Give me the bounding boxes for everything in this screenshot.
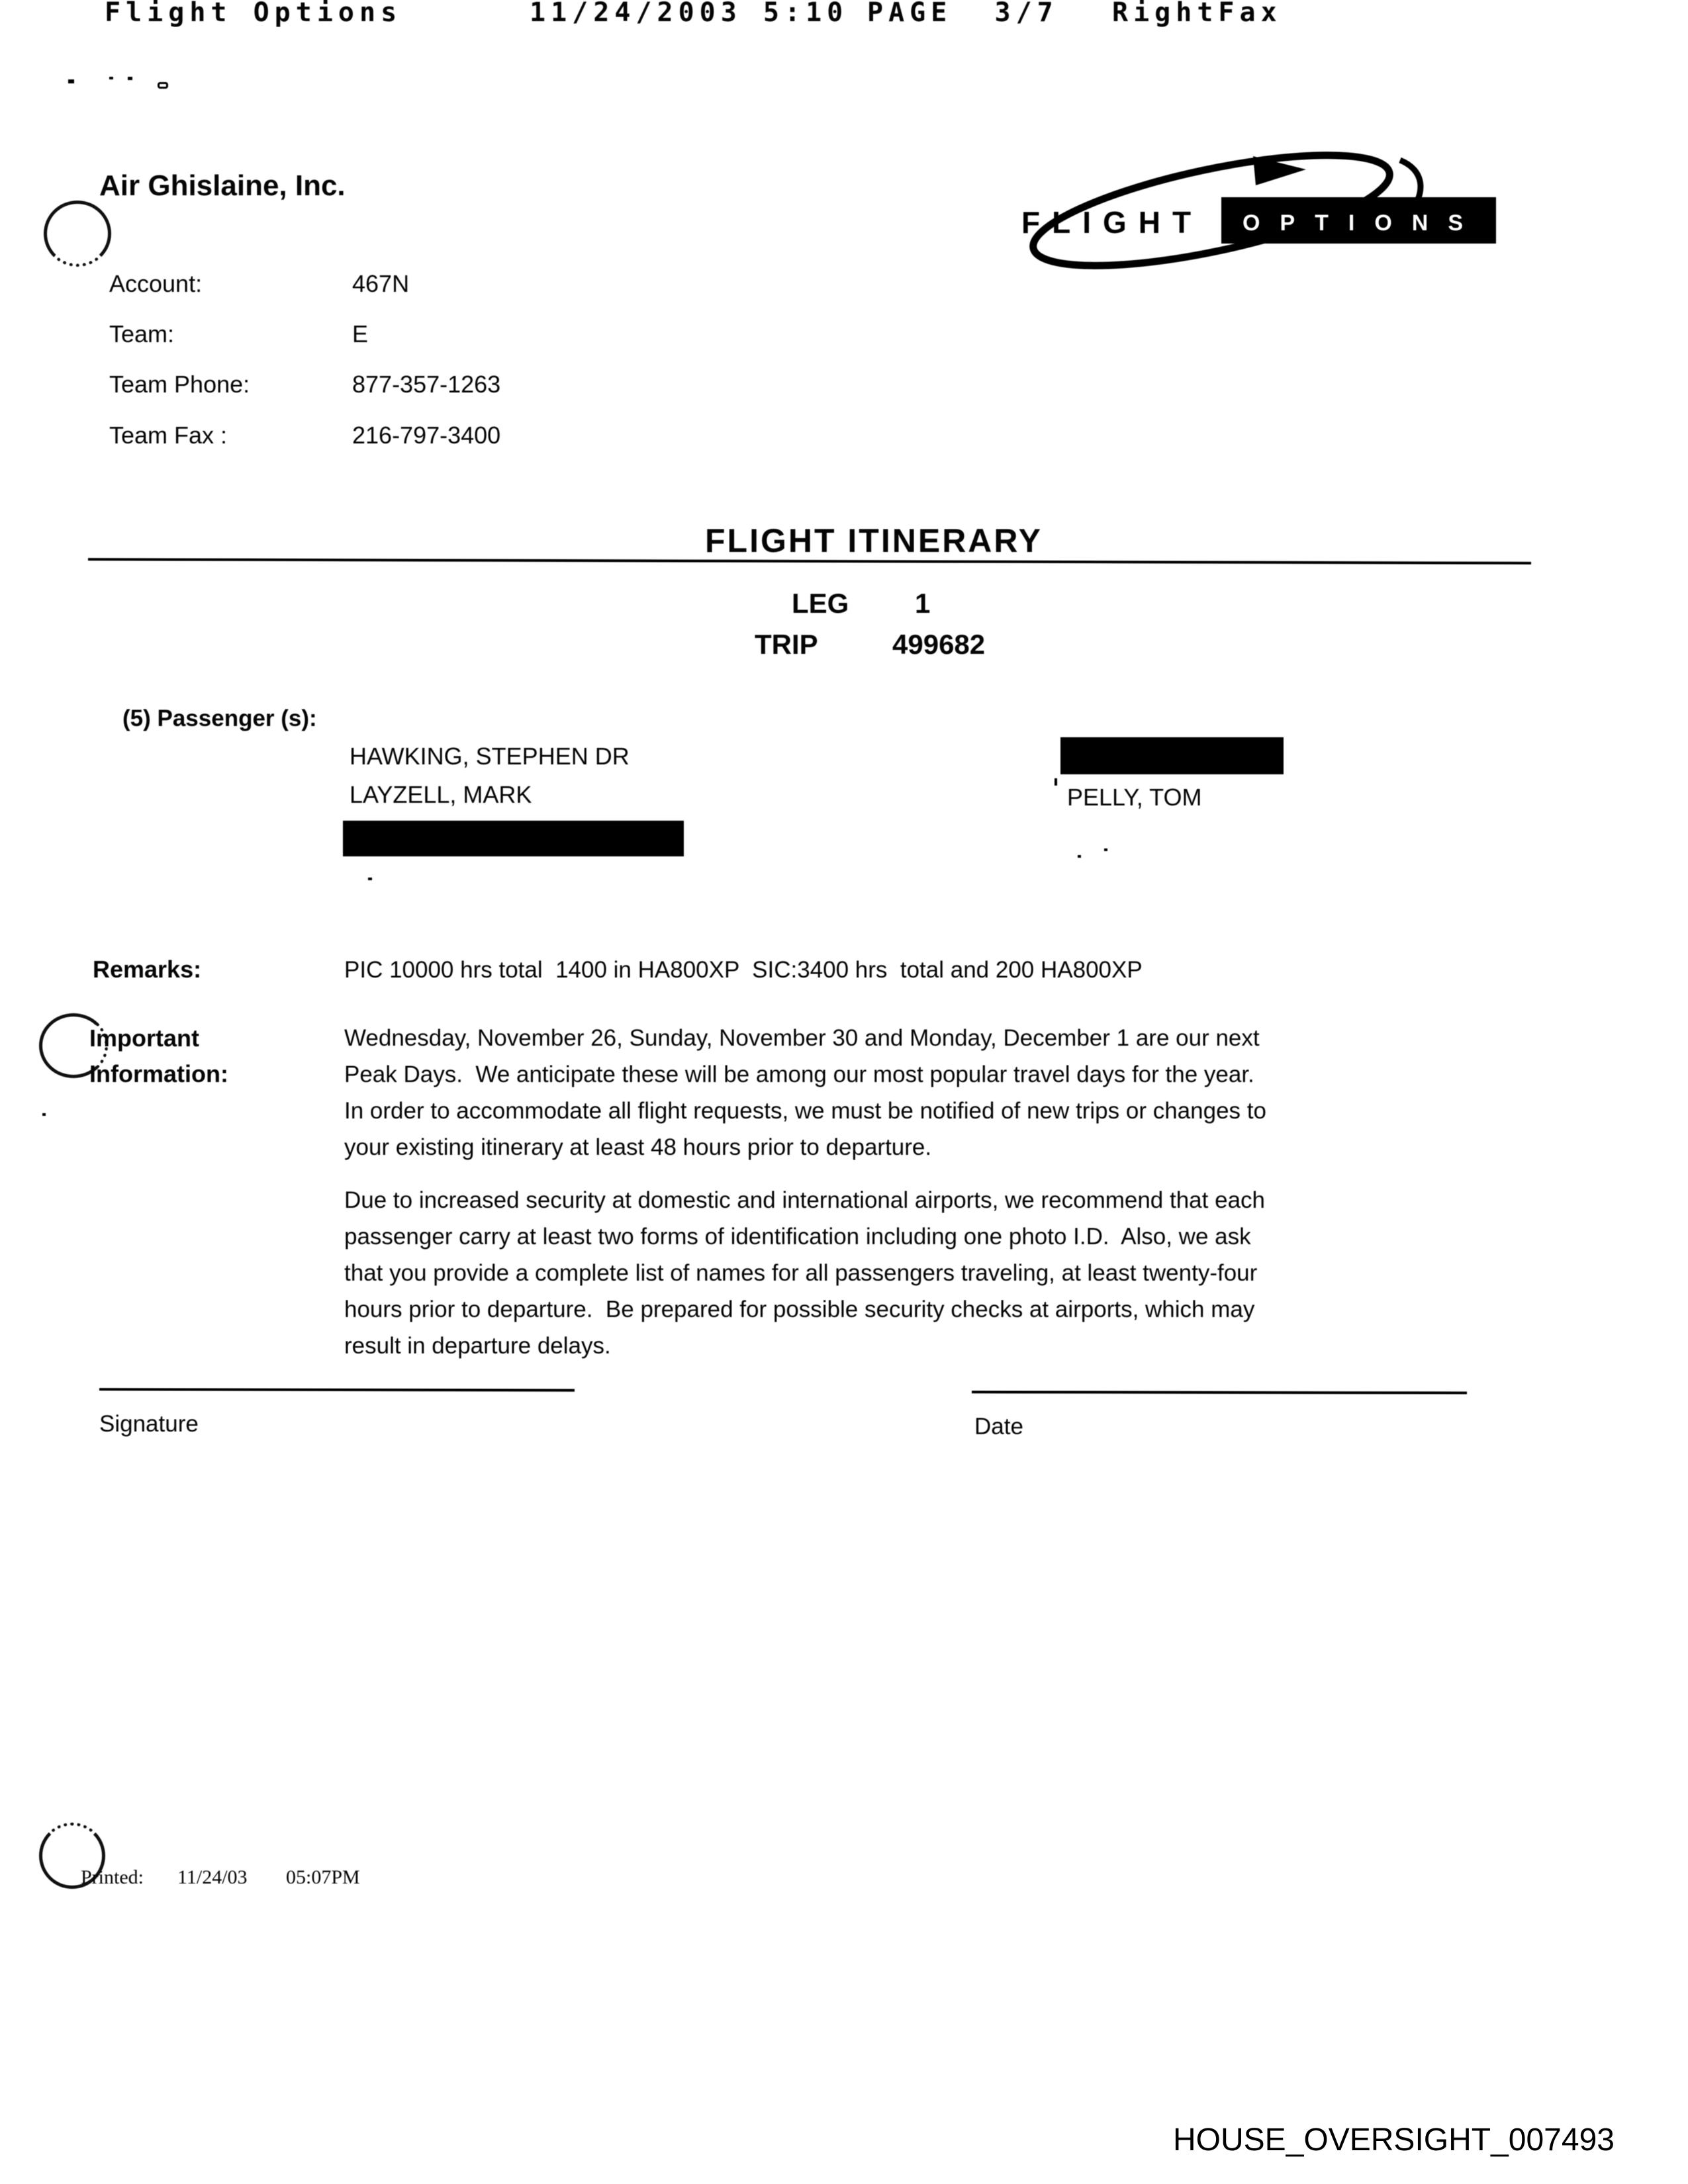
logo-word-options: OPTIONS (1243, 210, 1483, 236)
paragraph-line: hours prior to departure. Be prepared for possible security checks at airports, which may (344, 1297, 1255, 1322)
fax-header-datetime-clip (530, 0, 861, 29)
flight-options-logo (1009, 151, 1503, 267)
scan-artifact (109, 77, 113, 79)
printed-date: 11/24/03 (177, 1866, 248, 1888)
remarks-text: PIC 10000 hrs total 1400 in HA800XP SIC:3400 hrs total and 200 HA800XP (344, 957, 1143, 983)
signature-label: Signature (99, 1411, 199, 1437)
scan-artifact (128, 77, 132, 80)
signature-line (99, 1388, 575, 1392)
date-label: Date (974, 1414, 1023, 1439)
paragraph-line: your existing itinerary at least 48 hours prior to departure. (344, 1134, 932, 1160)
trip-label: TRIP (755, 629, 818, 660)
scan-artifact (42, 1113, 46, 1116)
printed-label: Printed: (81, 1866, 144, 1888)
fax-header-datetime: 11/24/2003 5:10 (530, 0, 849, 28)
leg-number: 1 (915, 588, 931, 619)
team-value: E (352, 320, 369, 347)
scan-artifact (1104, 848, 1107, 851)
fax-header (105, 0, 416, 29)
account-value: 467N (352, 270, 410, 297)
team-phone-value: 877-357-1263 (352, 371, 501, 398)
account-label: Account: (109, 270, 203, 297)
printed-time: 05:07PM (286, 1866, 360, 1888)
redaction-box (343, 821, 684, 856)
redaction-box (1060, 737, 1284, 774)
paragraph-line: result in departure delays. (344, 1333, 611, 1359)
passenger-name: PELLY, TOM (1067, 784, 1202, 811)
fax-header-page-clip (867, 0, 1086, 29)
fax-header-software: RightFax (1112, 0, 1282, 28)
itinerary-title: FLIGHT ITINERARY (705, 522, 1043, 559)
remarks-label: Remarks: (93, 956, 202, 983)
scan-artifact (158, 82, 168, 89)
date-line (972, 1390, 1467, 1394)
important-info-paragraph2 (344, 1182, 1265, 1364)
passengers-heading: (5) Passenger (s): (122, 705, 317, 731)
paragraph-line: Due to increased security at domestic and international airports, we recommend that each (344, 1187, 1265, 1213)
logo-word-flight: FLIGHT (1021, 205, 1203, 240)
fax-header-page: PAGE 3/7 (867, 0, 1058, 28)
company-name: Air Ghislaine, Inc. (99, 169, 346, 202)
passenger-name: HAWKING, STEPHEN DR (350, 743, 630, 770)
fax-header-software-clip (1112, 0, 1311, 29)
scan-artifact (1055, 778, 1057, 786)
passenger-name: LAYZELL, MARK (350, 781, 532, 808)
leg-label: LEG (792, 588, 849, 619)
paragraph-line: that you provide a complete list of names for all passengers traveling, at least twenty-four (344, 1260, 1258, 1286)
team-fax-value: 216-797-3400 (352, 422, 501, 449)
scan-artifact (1078, 855, 1081, 858)
important-info-label-line1: Important (89, 1024, 199, 1052)
scan-artifact (68, 79, 74, 83)
trip-number: 499682 (892, 629, 986, 660)
hole-punch-icon (44, 201, 111, 267)
fax-header-sender: Flight Options (105, 0, 402, 28)
paragraph-line: passenger carry at least two forms of identification including one photo I.D. Also, we ask (344, 1224, 1251, 1250)
scan-artifact (368, 878, 372, 880)
paragraph-line: In order to accommodate all flight requests, we must be notified of new trips or changes to (344, 1098, 1266, 1124)
bates-number: HOUSE_OVERSIGHT_007493 (1173, 2122, 1615, 2158)
team-label: Team: (109, 320, 175, 347)
paragraph-line: Wednesday, November 26, Sunday, November 30 and Monday, December 1 are our next (344, 1025, 1260, 1051)
important-info-label-line2: Information: (89, 1060, 228, 1087)
paragraph-line: Peak Days. We anticipate these will be among our most popular travel days for the year. (344, 1062, 1254, 1087)
important-info-paragraph1 (344, 1020, 1266, 1165)
team-fax-label: Team Fax : (109, 422, 228, 449)
team-phone-label: Team Phone: (109, 371, 250, 398)
